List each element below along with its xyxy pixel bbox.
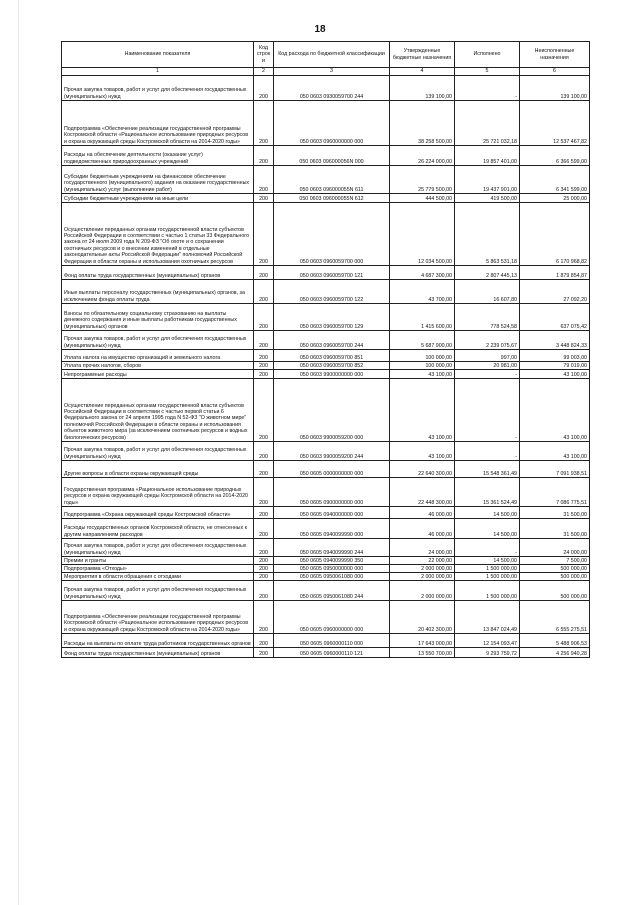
table-row xyxy=(62,507,590,519)
row-line-code: 200 xyxy=(254,331,274,350)
row-approved: 25 779 500,00 xyxy=(390,166,455,194)
row-executed: - xyxy=(455,379,520,442)
row-name: Прочая закупка товаров, работ и услуг для обеспечения государственных (муниципальных) нужд xyxy=(62,539,254,557)
row-name: Иные выплаты персоналу государственных (муниципальных) органов, за исключением фонда оплаты труда xyxy=(62,280,254,304)
row-executed: 14 500,00 xyxy=(455,519,520,539)
row-line-code: 200 xyxy=(254,194,274,203)
row-line-code: 200 xyxy=(254,166,274,194)
row-unexecuted: 31 500,00 xyxy=(520,507,590,519)
row-unexecuted: 6 555 275,51 xyxy=(520,601,590,634)
row-line-code: 200 xyxy=(254,557,274,565)
table-row xyxy=(62,146,590,166)
row-approved: 22 000,00 xyxy=(390,557,455,565)
row-approved: 12 034 500,00 xyxy=(390,203,455,266)
row-line-code: 200 xyxy=(254,601,274,634)
row-executed: 419 500,00 xyxy=(455,194,520,203)
column-number: 5 xyxy=(455,68,520,76)
row-unexecuted: 1 879 854,87 xyxy=(520,266,590,280)
row-budget-code: 050 0603 0960059700 852 xyxy=(274,362,390,370)
row-line-code: 200 xyxy=(254,379,274,442)
row-executed: - xyxy=(455,76,520,101)
row-unexecuted: 6 170 968,82 xyxy=(520,203,590,266)
row-name: Подпрограмма «Охрана окружающей среды Костромской области» xyxy=(62,507,254,519)
row-budget-code: 050 0603 0960000000 000 xyxy=(274,101,390,146)
header-indicator-name: Наименование показателя xyxy=(62,42,254,68)
table-row xyxy=(62,370,590,379)
column-number: 3 xyxy=(274,68,390,76)
row-name: Субсидии бюджетным учреждениям на финансовое обеспечение государственного (муниципального) задания на оказание государственных (муниципальных) услуг (выполнение работ) xyxy=(62,166,254,194)
row-approved: 22 448 300,00 xyxy=(390,478,455,507)
row-line-code: 200 xyxy=(254,76,274,101)
table-row xyxy=(62,519,590,539)
header-approved: Утвержденные бюджетные назначения xyxy=(390,42,455,68)
row-line-code: 200 xyxy=(254,362,274,370)
table-row xyxy=(62,601,590,634)
row-budget-code: 050 0605 0940099990 000 xyxy=(274,519,390,539)
table-row xyxy=(62,280,590,304)
row-unexecuted: 637 075,42 xyxy=(520,304,590,331)
row-name: Мероприятия в области обращения с отходами xyxy=(62,573,254,581)
row-budget-code: 050 0605 0940099990 350 xyxy=(274,557,390,565)
table-row xyxy=(62,331,590,350)
table-row xyxy=(62,101,590,146)
row-approved: 13 550 700,00 xyxy=(390,648,455,658)
column-number-row xyxy=(62,68,590,76)
row-budget-code: 050 0603 9900059200 244 xyxy=(274,442,390,461)
row-budget-code: 050 0603 096000055N 612 xyxy=(274,194,390,203)
row-name: Фонд оплаты труда государственных (муниципальных) органов xyxy=(62,266,254,280)
row-executed: 5 863 531,18 xyxy=(455,203,520,266)
row-executed: - xyxy=(455,539,520,557)
header-executed: Исполнено xyxy=(455,42,520,68)
row-unexecuted: 24 000,00 xyxy=(520,539,590,557)
row-unexecuted: 43 100,00 xyxy=(520,442,590,461)
row-name: Другие вопросы в области охраны окружающей среды xyxy=(62,461,254,478)
row-unexecuted: 7 091 938,51 xyxy=(520,461,590,478)
column-number: 4 xyxy=(390,68,455,76)
row-approved: 4 687 300,00 xyxy=(390,266,455,280)
row-approved: 46 000,00 xyxy=(390,519,455,539)
row-budget-code: 050 0603 9900000000 000 xyxy=(274,370,390,379)
row-approved: 444 500,00 xyxy=(390,194,455,203)
row-executed: 9 293 759,72 xyxy=(455,648,520,658)
row-line-code: 200 xyxy=(254,461,274,478)
row-executed: 778 524,58 xyxy=(455,304,520,331)
row-unexecuted: 4 256 940,28 xyxy=(520,648,590,658)
row-approved: 2 000 000,00 xyxy=(390,581,455,601)
row-approved: 38 258 500,00 xyxy=(390,101,455,146)
row-executed: 2 239 075,67 xyxy=(455,331,520,350)
page-number: 18 xyxy=(314,24,326,35)
row-unexecuted: 500 000,00 xyxy=(520,565,590,573)
row-line-code: 200 xyxy=(254,304,274,331)
row-line-code: 200 xyxy=(254,203,274,266)
row-budget-code: 050 0605 0960000110 121 xyxy=(274,648,390,658)
row-line-code: 200 xyxy=(254,146,274,166)
row-budget-code: 050 0605 0960000110 000 xyxy=(274,634,390,648)
header-row xyxy=(62,42,590,68)
table-row xyxy=(62,194,590,203)
row-approved: 2 000 000,00 xyxy=(390,565,455,573)
row-unexecuted: 6 366 599,00 xyxy=(520,146,590,166)
row-executed: 15 361 524,49 xyxy=(455,478,520,507)
table-row xyxy=(62,304,590,331)
row-name: Расходы на выплаты по оплате труда работников государственных органов xyxy=(62,634,254,648)
row-unexecuted: 31 500,00 xyxy=(520,519,590,539)
row-budget-code: 050 0605 0000000000 000 xyxy=(274,461,390,478)
table-row xyxy=(62,581,590,601)
row-name: Прочая закупка товаров, работ и услуг для обеспечения государственных (муниципальных) нужд xyxy=(62,581,254,601)
table-row xyxy=(62,573,590,581)
row-name: Фонд оплаты труда государственных (муниципальных) органов xyxy=(62,648,254,658)
table-row xyxy=(62,442,590,461)
row-budget-code: 050 0605 0960000000 000 xyxy=(274,601,390,634)
row-line-code: 200 xyxy=(254,370,274,379)
row-unexecuted: 99 003,00 xyxy=(520,350,590,362)
scan-edge-line xyxy=(18,0,19,905)
row-approved: 43 100,00 xyxy=(390,379,455,442)
row-unexecuted: 27 092,20 xyxy=(520,280,590,304)
row-name: Уплата прочих налогов, сборов xyxy=(62,362,254,370)
row-budget-code: 050 0605 0950061080 244 xyxy=(274,581,390,601)
row-executed: - xyxy=(455,442,520,461)
row-line-code: 200 xyxy=(254,565,274,573)
row-name: Прочая закупка товаров, работ и услуг для обеспечения государственных (муниципальных) нужд xyxy=(62,331,254,350)
row-unexecuted: 12 537 467,82 xyxy=(520,101,590,146)
row-unexecuted: 79 019,00 xyxy=(520,362,590,370)
row-name: Уплата налога на имущество организаций и земельного налога xyxy=(62,350,254,362)
row-name: Прочая закупка товаров, работ и услуг для обеспечения государственных (муниципальных) нужд xyxy=(62,442,254,461)
header-line-code: Код строк и xyxy=(254,42,274,68)
row-executed: 13 847 024,49 xyxy=(455,601,520,634)
row-name: Расходы государственных органов Костромской области, не отнесенных к другим направлениям расходов xyxy=(62,519,254,539)
table-row xyxy=(62,565,590,573)
row-budget-code: 050 0603 0960059700 122 xyxy=(274,280,390,304)
row-executed: 997,00 xyxy=(455,350,520,362)
row-approved: 5 687 900,00 xyxy=(390,331,455,350)
row-executed: 15 548 361,49 xyxy=(455,461,520,478)
row-line-code: 200 xyxy=(254,519,274,539)
row-unexecuted: 500 000,00 xyxy=(520,573,590,581)
table-row xyxy=(62,634,590,648)
table-row xyxy=(62,539,590,557)
row-approved: 22 640 300,00 xyxy=(390,461,455,478)
table-row xyxy=(62,379,590,442)
row-unexecuted: 3 448 824,33 xyxy=(520,331,590,350)
table-row xyxy=(62,362,590,370)
row-executed: 14 500,00 xyxy=(455,507,520,519)
row-line-code: 200 xyxy=(254,539,274,557)
row-budget-code: 050 0605 0940099990 244 xyxy=(274,539,390,557)
row-line-code: 200 xyxy=(254,266,274,280)
row-approved: 139 100,00 xyxy=(390,76,455,101)
row-budget-code: 050 0603 096000056N 000 xyxy=(274,146,390,166)
header-unexecuted: Неисполненные назначения xyxy=(520,42,590,68)
row-executed: - xyxy=(455,370,520,379)
row-name: Осуществление переданных органам государственной власти субъектов Российской Федерации в соответствии с частью первой статьи 6 Федерального закона от 24 апреля 1995 года N 52-ФЗ "О животном мире" полномочий Российской Федерации в области охраны и использования объектов животного мира (за исключением охотничьих ресурсов и водных биологических ресурсов) xyxy=(62,379,254,442)
row-executed: 16 607,80 xyxy=(455,280,520,304)
row-approved: 100 000,00 xyxy=(390,350,455,362)
table-row xyxy=(62,266,590,280)
row-approved: 1 415 600,00 xyxy=(390,304,455,331)
row-unexecuted: 500 000,00 xyxy=(520,581,590,601)
row-budget-code: 050 0603 0930059700 244 xyxy=(274,76,390,101)
budget-execution-table xyxy=(61,41,590,658)
table-row xyxy=(62,478,590,507)
row-executed: 12 154 093,47 xyxy=(455,634,520,648)
row-name: Прочая закупка товаров, работ и услуг для обеспечения государственных (муниципальных) нужд xyxy=(62,76,254,101)
table-row xyxy=(62,166,590,194)
row-name: Непрограммные расходы xyxy=(62,370,254,379)
row-line-code: 200 xyxy=(254,350,274,362)
row-budget-code: 050 0605 0950000000 000 xyxy=(274,565,390,573)
row-name: Субсидии бюджетным учреждениям на иные цели xyxy=(62,194,254,203)
row-approved: 26 224 000,00 xyxy=(390,146,455,166)
row-line-code: 200 xyxy=(254,442,274,461)
row-executed: 20 981,00 xyxy=(455,362,520,370)
row-line-code: 200 xyxy=(254,581,274,601)
row-budget-code: 050 0603 0960059700 121 xyxy=(274,266,390,280)
row-approved: 100 000,00 xyxy=(390,362,455,370)
table-row xyxy=(62,648,590,658)
row-name: Государственная программа «Рациональное использование природных ресурсов и охрана окружающей среды Костромской области на 2014-2020 годы» xyxy=(62,478,254,507)
row-name: Подпрограмма «Обеспечение реализации государственной программы Костромской области «Рациональное использование природных ресурсов и охрана окружающей среды Костромской области на 2014-2020 годы» xyxy=(62,101,254,146)
row-approved: 43 700,00 xyxy=(390,280,455,304)
row-budget-code: 050 0603 0960059700 129 xyxy=(274,304,390,331)
column-number: 1 xyxy=(62,68,254,76)
column-number: 6 xyxy=(520,68,590,76)
row-executed: 19 437 901,00 xyxy=(455,166,520,194)
row-name: Расходы на обеспечение деятельности (оказание услуг) подведомственных природоохранных учреждений xyxy=(62,146,254,166)
row-unexecuted: 43 100,00 xyxy=(520,379,590,442)
table-row xyxy=(62,76,590,101)
row-approved: 24 000,00 xyxy=(390,539,455,557)
row-executed: 14 500,00 xyxy=(455,557,520,565)
column-number: 2 xyxy=(254,68,274,76)
row-line-code: 200 xyxy=(254,101,274,146)
row-executed: 19 857 401,00 xyxy=(455,146,520,166)
row-budget-code: 050 0605 0900000000 000 xyxy=(274,478,390,507)
row-executed: 1 500 000,00 xyxy=(455,573,520,581)
row-unexecuted: 7 500,00 xyxy=(520,557,590,565)
row-name: Подпрограмма «Обеспечение реализации государственной программы Костромской области «Рациональное использование природных ресурсов и охрана окружающей среды Костромской области на 2014-2020 годы» xyxy=(62,601,254,634)
row-unexecuted: 139 100,00 xyxy=(520,76,590,101)
table-row xyxy=(62,203,590,266)
row-budget-code: 050 0603 0960059700 851 xyxy=(274,350,390,362)
row-approved: 17 643 000,00 xyxy=(390,634,455,648)
row-budget-code: 050 0603 9900059200 000 xyxy=(274,379,390,442)
row-line-code: 200 xyxy=(254,634,274,648)
row-budget-code: 050 0605 0950061080 000 xyxy=(274,573,390,581)
row-budget-code: 050 0605 0940000000 000 xyxy=(274,507,390,519)
table-row xyxy=(62,461,590,478)
row-unexecuted: 5 488 906,53 xyxy=(520,634,590,648)
row-executed: 1 500 000,00 xyxy=(455,581,520,601)
row-name: Премии и гранты xyxy=(62,557,254,565)
row-budget-code: 050 0603 096000055N 611 xyxy=(274,166,390,194)
row-name: Подпрограмма «Отходы» xyxy=(62,565,254,573)
row-executed: 25 721 032,18 xyxy=(455,101,520,146)
row-approved: 20 402 300,00 xyxy=(390,601,455,634)
row-name: Взносы по обязательному социальному страхованию на выплаты денежного содержания и иные выплаты работникам государственных (муниципальных) органов xyxy=(62,304,254,331)
row-line-code: 200 xyxy=(254,280,274,304)
row-budget-code: 050 0603 0960059700 000 xyxy=(274,203,390,266)
row-executed: 1 500 000,00 xyxy=(455,565,520,573)
row-unexecuted: 6 341 599,00 xyxy=(520,166,590,194)
row-unexecuted: 43 100,00 xyxy=(520,370,590,379)
row-unexecuted: 7 086 775,51 xyxy=(520,478,590,507)
row-approved: 43 100,00 xyxy=(390,442,455,461)
table-row xyxy=(62,350,590,362)
row-name: Осуществление переданных органам государственной власти субъектов Российской Федерации в соответствии с частью 1 статьи 33 Федерального закона от 24 июля 2009 года N 209-ФЗ "Об охоте и о сохранении охотничьих ресурсов и о внесении изменений в отдельные законодательные акты Российской Федерации" полномочий Российской Федерации в области охраны и использования охотничьих ресурсов xyxy=(62,203,254,266)
row-executed: 2 807 445,13 xyxy=(455,266,520,280)
table-row xyxy=(62,557,590,565)
row-budget-code: 050 0603 0960059700 244 xyxy=(274,331,390,350)
header-budget-code: Код расхода по бюджетной классификации xyxy=(274,42,390,68)
row-approved: 2 000 000,00 xyxy=(390,573,455,581)
row-line-code: 200 xyxy=(254,573,274,581)
row-approved: 43 100,00 xyxy=(390,370,455,379)
row-line-code: 200 xyxy=(254,507,274,519)
row-unexecuted: 25 000,00 xyxy=(520,194,590,203)
row-line-code: 200 xyxy=(254,648,274,658)
row-approved: 46 000,00 xyxy=(390,507,455,519)
row-line-code: 200 xyxy=(254,478,274,507)
